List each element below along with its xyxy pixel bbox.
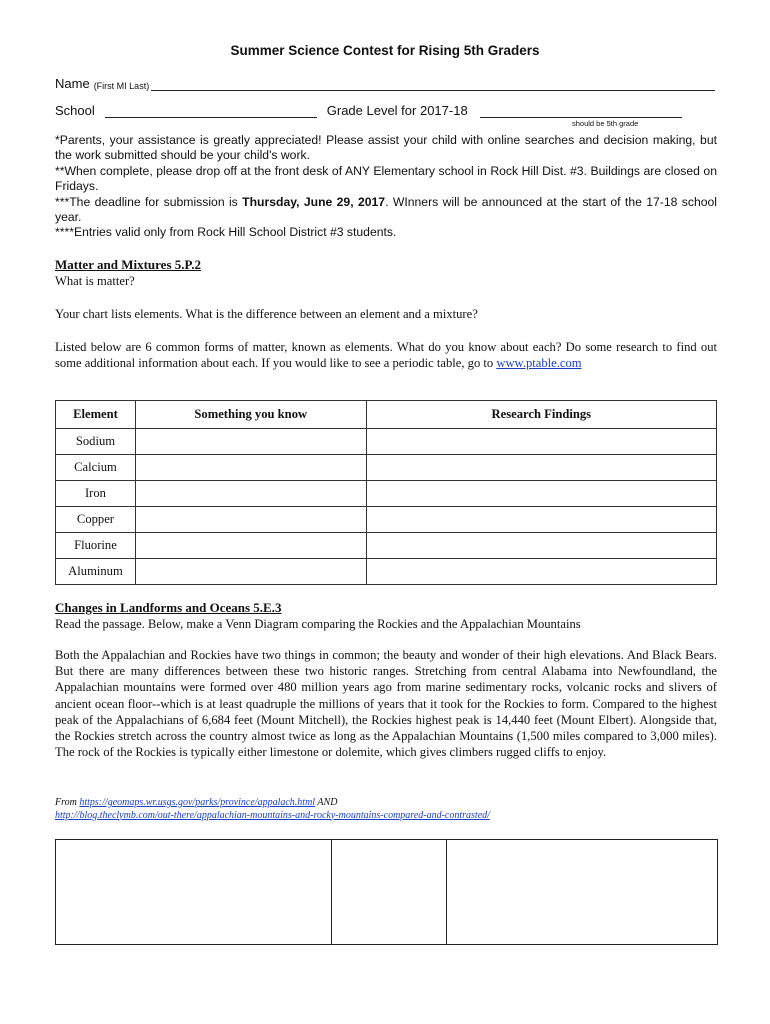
landforms-heading: Changes in Landforms and Oceans 5.E.3: [55, 600, 282, 615]
research-cell[interactable]: [366, 481, 716, 507]
know-cell[interactable]: [135, 507, 366, 533]
table-row: [56, 429, 717, 455]
name-field[interactable]: [151, 78, 715, 91]
header-something-you-know: Something you know: [135, 401, 366, 429]
table-header-row: [56, 401, 717, 429]
research-cell[interactable]: [366, 455, 716, 481]
grade-note: should be 5th grade: [572, 119, 639, 128]
matter-heading: Matter and Mixtures 5.P.2: [55, 257, 201, 272]
deadline-suffix: . WInners will be announced at the start of the 17-18 school year.: [55, 194, 718, 225]
cite-from: From: [55, 797, 80, 808]
venn-rockies-area[interactable]: [56, 840, 332, 944]
instruction-line-4: ****Entries valid only from Rock Hill School District #3 students.: [55, 225, 397, 240]
page-title: Summer Science Contest for Rising 5th Graders: [230, 43, 540, 58]
research-cell[interactable]: [366, 429, 716, 455]
venn-appalachian-area[interactable]: [447, 840, 717, 944]
school-field[interactable]: [105, 105, 317, 118]
matter-intro: [55, 339, 717, 371]
cite-and: AND: [315, 797, 338, 808]
research-cell[interactable]: [366, 533, 716, 559]
know-cell[interactable]: [135, 455, 366, 481]
matter-question-1: What is matter?: [55, 274, 135, 288]
know-cell[interactable]: [135, 559, 366, 585]
instruction-line-1: *Parents, your assistance is greatly appreciated! Please assist your child with online searches and decision making, but the work submitted should be your child's work.: [55, 133, 717, 163]
ptable-link[interactable]: www.ptable.com: [496, 356, 582, 371]
usgs-link[interactable]: https://geomaps.wr.usgs.gov/parks/province/appalach.html: [79, 797, 316, 808]
instruction-line-2: **When complete, please drop off at the front desk of ANY Elementary school in Rock Hill Dist. #3. Buildings are closed on Fridays.: [55, 163, 717, 194]
landforms-passage: [55, 647, 717, 760]
research-cell[interactable]: [366, 559, 716, 585]
school-label: School: [55, 103, 95, 118]
name-hint: (First MI Last): [93, 81, 150, 91]
grade-label: Grade Level for 2017-18: [326, 103, 468, 118]
table-row: [56, 455, 717, 481]
venn-diagram-box: [55, 839, 718, 945]
element-name: Iron: [56, 481, 136, 507]
name-row: [55, 76, 715, 91]
venn-both-area[interactable]: [332, 840, 447, 944]
header-research-findings: Research Findings: [366, 401, 716, 429]
table-row: [56, 559, 717, 585]
element-name: Calcium: [56, 455, 136, 481]
deadline-prefix: ***The deadline for submission is: [55, 194, 243, 209]
table-row: [56, 507, 717, 533]
landforms-instruction: Read the passage. Below, make a Venn Diagram comparing the Rockies and the Appalachian Mountains: [55, 617, 581, 631]
header-element: Element: [56, 401, 136, 429]
know-cell[interactable]: [135, 429, 366, 455]
theclymb-link[interactable]: http://blog.theclymb.com/out-there/appalachian-mountains-and-rocky-mountains-compared-and-contrasted/: [55, 809, 490, 821]
element-name: Aluminum: [56, 559, 136, 585]
table-row: [56, 533, 717, 559]
element-name: Fluorine: [56, 533, 136, 559]
elements-table: [55, 400, 717, 585]
matter-intro-text: Listed below are 6 common forms of matter, known as elements. What do you know about each? Do some research to find out some additional information about each. If you would like to see a periodic table, go to: [55, 340, 717, 371]
table-row: [56, 481, 717, 507]
grade-field[interactable]: [480, 105, 682, 118]
passage-text: Both the Appalachian and Rockies have two things in common; the beauty and wonder of their high elevations. And Black Bears. But there are many differences between these two historic ranges. Stretching from central Alabama into Newfoundland, the Appalachian mountains were formed over 480 million years ago from marine sedimentary rocks, volcanic rocks and slivers of ancient ocean floor--which is at least quadruple the millions of years that it took for the Rockies to form. Compared to the highest peak of the Appalachians of 6,684 feet (Mount Mitchell), the Rockies highest peak is 14,440 feet (Mount Elbert). Alongside that, the Rockies stretch across the country almost twice as long as the Appalachian Mountains (1,500 miles compared to 3,000 miles). The rock of the Rockies is typically either limestone or dolemite, which gives climbers rugged cliffs to enjoy.: [55, 648, 717, 760]
instruction-line-3: [55, 195, 717, 226]
element-name: Sodium: [56, 429, 136, 455]
know-cell[interactable]: [135, 481, 366, 507]
matter-question-2: Your chart lists elements. What is the difference between an element and a mixture?: [55, 307, 478, 321]
deadline-date: Thursday, June 29, 2017: [242, 194, 386, 209]
know-cell[interactable]: [135, 533, 366, 559]
element-name: Copper: [56, 507, 136, 533]
school-row: [55, 103, 715, 118]
citation: [55, 797, 717, 822]
research-cell[interactable]: [366, 507, 716, 533]
name-label: Name: [55, 76, 90, 91]
parent-instructions: [55, 133, 717, 241]
